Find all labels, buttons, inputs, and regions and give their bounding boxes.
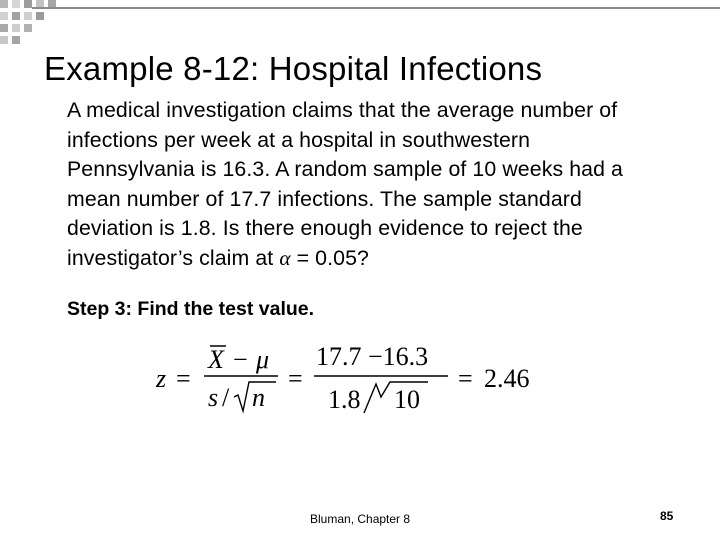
formula-equals: = — [288, 364, 303, 393]
formula-xbar: X — [208, 345, 224, 374]
text-line — [67, 244, 717, 274]
text-line-part: = 0.05? — [290, 245, 369, 270]
slide-title: Example 8-12: Hospital Infections — [44, 50, 543, 87]
formula-denominator-a: 1.8 — [328, 385, 361, 414]
problem-text — [67, 96, 717, 274]
footer-source: Bluman, Chapter 8 — [310, 512, 411, 526]
alpha-symbol: α — [279, 245, 291, 270]
text-line-part: investigator’s claim at — [67, 245, 280, 270]
text-line: Pennsylvania is 16.3. A random sample of 10 weeks had a — [67, 157, 624, 182]
step-heading: Step 3: Find the test value. — [67, 298, 315, 320]
formula-s: s — [208, 383, 219, 412]
text-line: deviation is 1.8. Is there enough evidence to reject the — [67, 216, 583, 241]
formula-n: n — [252, 383, 265, 412]
formula-equals: = — [176, 364, 191, 393]
formula-z: z — [156, 364, 167, 393]
formula-equals: = — [458, 364, 473, 393]
header-rule — [32, 7, 720, 9]
formula-minus: − — [233, 345, 248, 374]
formula-result: 2.46 — [484, 364, 530, 393]
text-line: mean number of 17.7 infections. The sample standard — [67, 186, 582, 211]
formula-slash: / — [222, 383, 230, 412]
text-line: infections per week at a hospital in southwestern — [67, 127, 531, 152]
page-number: 85 — [660, 509, 674, 523]
formula-mu: μ — [256, 345, 270, 374]
formula-numerator: 17.7 −16.3 — [316, 342, 429, 371]
text-line: A medical investigation claims that the average number of — [67, 98, 618, 122]
test-value-formula — [148, 335, 548, 420]
formula-denominator-b: 10 — [394, 385, 420, 414]
